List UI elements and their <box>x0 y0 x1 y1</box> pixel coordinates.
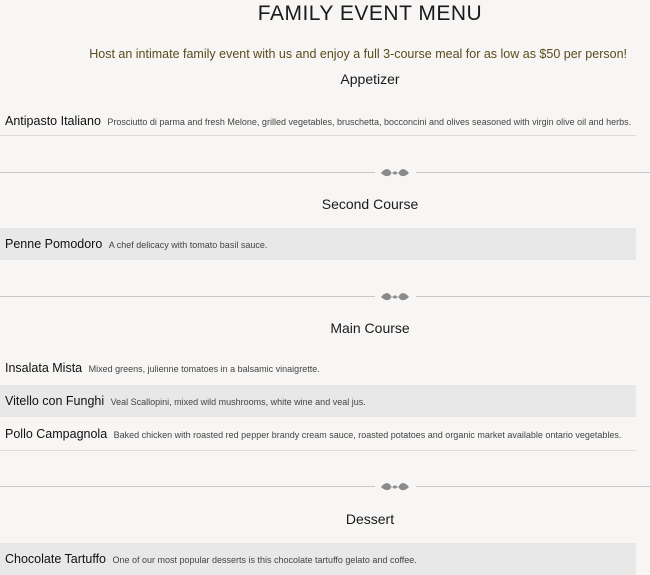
menu-item-name: Vitello con Funghi <box>5 394 105 408</box>
section-title-main-course: Main Course <box>330 320 410 336</box>
section-divider <box>0 166 650 180</box>
menu-item-name: Penne Pomodoro <box>5 237 103 251</box>
menu-item <box>0 228 636 260</box>
menu-item-description: A chef delicacy with tomato basil sauce. <box>108 240 268 250</box>
ornament-scroll-icon <box>379 290 411 304</box>
menu-item <box>0 418 636 450</box>
page-title: FAMILY EVENT MENU <box>257 2 483 25</box>
menu-item-description: Prosciutto di parma and fresh Melone, grilled vegetables, bruschetta, bocconcini and olives seasoned with virgin olive oil and herbs. <box>107 117 632 127</box>
section-title-second-course: Second Course <box>321 196 419 212</box>
menu-item-description: Veal Scallopini, mixed wild mushrooms, white wine and veal jus. <box>110 397 366 407</box>
menu-item-name: Chocolate Tartuffo <box>5 552 106 566</box>
menu-item <box>0 543 636 575</box>
menu-item-name: Pollo Campagnola <box>5 427 108 441</box>
menu-item-name: Insalata Mista <box>5 361 83 375</box>
ornament-scroll-icon <box>379 480 411 494</box>
menu-item-description: Mixed greens, julienne tomatoes in a balsamic vinaigrette. <box>88 364 320 374</box>
section-title-appetizer: Appetizer <box>340 71 400 87</box>
menu-item <box>0 385 636 417</box>
menu-item-description: Baked chicken with roasted red pepper brandy cream sauce, roasted potatoes and organic market available ontario vegetables. <box>113 430 622 440</box>
row-separator <box>0 450 636 451</box>
menu-item <box>0 352 636 384</box>
section-title-dessert: Dessert <box>345 511 395 527</box>
intro-text: Host an intimate family event with us and enjoy a full 3-course meal for as low as $50 per person! <box>89 47 627 61</box>
menu-item-description: One of our most popular desserts is this chocolate tartuffo gelato and coffee. <box>112 555 417 565</box>
section-divider <box>0 480 650 494</box>
menu-item-name: Antipasto Italiano <box>5 114 101 128</box>
section-divider <box>0 290 650 304</box>
menu-item <box>0 111 636 135</box>
ornament-scroll-icon <box>379 166 411 180</box>
row-separator <box>0 135 636 136</box>
